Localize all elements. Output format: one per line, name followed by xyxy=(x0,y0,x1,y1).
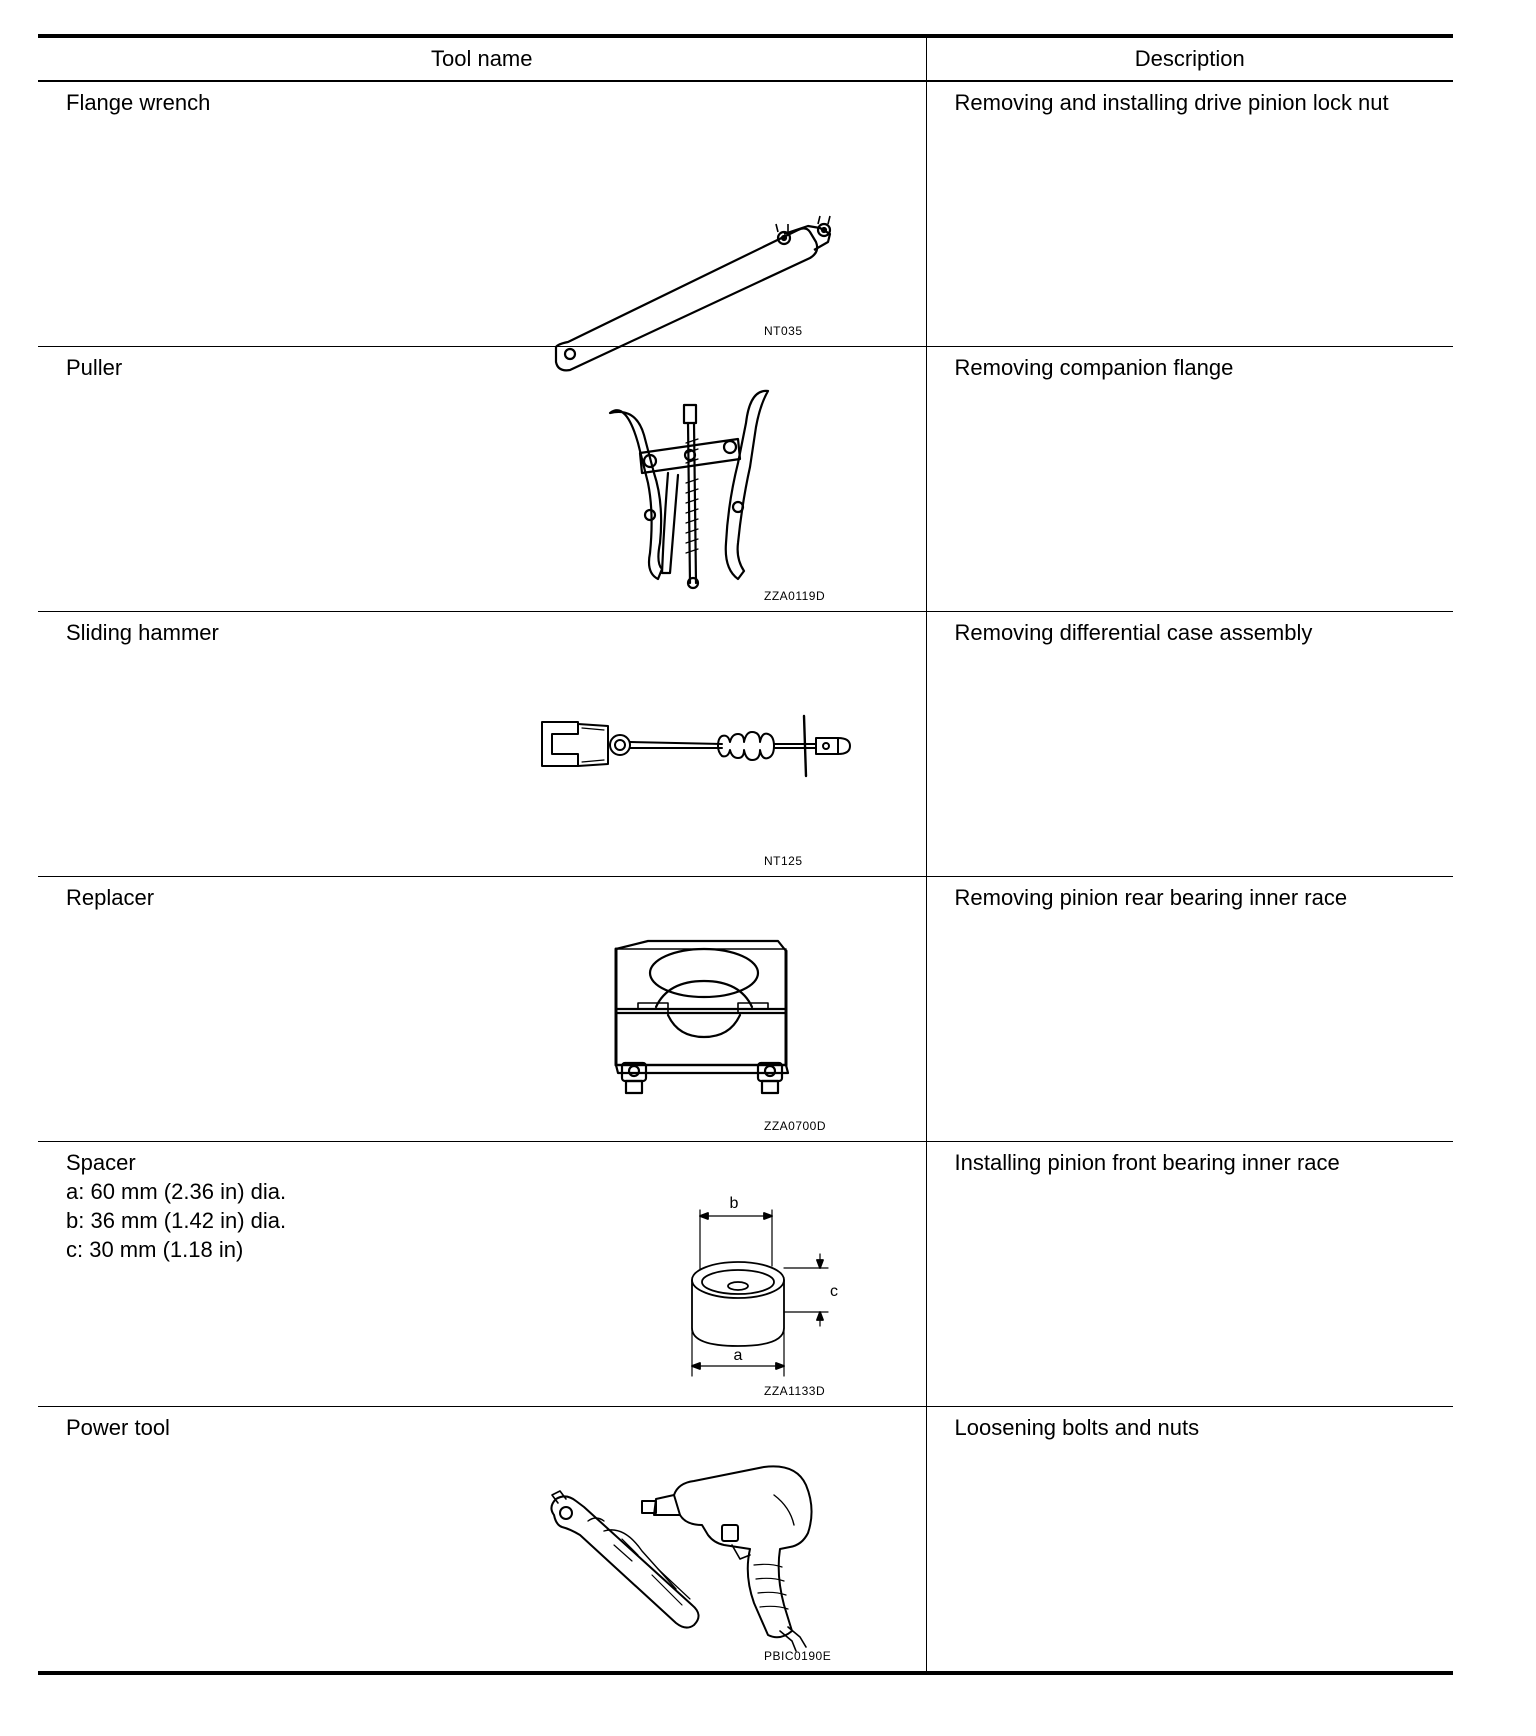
table-header-row xyxy=(38,36,1453,81)
tool-name: Spacer xyxy=(66,1150,136,1175)
spec-line-b: b: 36 mm (1.42 in) dia. xyxy=(66,1208,287,1233)
figure-code: NT125 xyxy=(764,854,803,868)
dimension-label-b: b xyxy=(729,1195,739,1212)
tool-description: Removing and installing drive pinion lock nut xyxy=(954,90,1389,115)
tool-name-cell xyxy=(38,612,926,877)
figure-code: ZZA0700D xyxy=(764,1119,827,1133)
figure-code: ZZA1133D xyxy=(764,1384,826,1398)
table-row xyxy=(38,81,1453,347)
table-row xyxy=(38,1407,1453,1674)
replacer-illustration xyxy=(608,937,808,1127)
spec-line-c: c: 30 mm (1.18 in) xyxy=(66,1237,244,1262)
description-cell xyxy=(926,1142,1453,1407)
table-row xyxy=(38,877,1453,1142)
tool-name-cell xyxy=(38,1407,926,1674)
tool-name: Puller xyxy=(66,355,123,380)
tool-name: Power tool xyxy=(66,1415,170,1440)
description-cell xyxy=(926,1407,1453,1674)
table-row xyxy=(38,347,1453,612)
tool-name-block xyxy=(66,1148,286,1264)
tool-name: Flange wrench xyxy=(66,90,211,115)
tool-description: Installing pinion front bearing inner race xyxy=(954,1150,1340,1175)
spec-line-a: a: 60 mm (2.36 in) dia. xyxy=(66,1179,287,1204)
table-row xyxy=(38,1142,1453,1407)
tool-name: Sliding hammer xyxy=(66,620,219,645)
header-tool-name: Tool name xyxy=(38,36,926,81)
dimension-label-a: a xyxy=(733,1347,743,1364)
puller-illustration xyxy=(598,383,818,593)
tool-name: Replacer xyxy=(66,885,155,910)
tool-name-cell xyxy=(38,877,926,1142)
description-cell xyxy=(926,347,1453,612)
tool-description: Removing differential case assembly xyxy=(954,620,1313,645)
tool-name-cell xyxy=(38,81,926,347)
special-tools-table xyxy=(38,34,1453,1675)
tool-description: Removing companion flange xyxy=(954,355,1234,380)
tool-description: Removing pinion rear bearing inner race xyxy=(954,885,1348,910)
description-cell xyxy=(926,877,1453,1142)
description-cell xyxy=(926,612,1453,877)
spacer-illustration xyxy=(648,1168,848,1388)
power-tool-illustration xyxy=(544,1455,904,1655)
table-row xyxy=(38,612,1453,877)
tool-name-cell xyxy=(38,347,926,612)
figure-code: ZZA0119D xyxy=(764,589,826,603)
description-cell xyxy=(926,81,1453,347)
dimension-label-c: c xyxy=(830,1283,838,1300)
figure-code: PBIC0190E xyxy=(764,1649,832,1663)
header-description: Description xyxy=(926,36,1453,81)
figure-code: NT035 xyxy=(764,324,803,338)
tool-description: Loosening bolts and nuts xyxy=(954,1415,1200,1440)
tool-name-cell xyxy=(38,1142,926,1407)
sliding-hammer-illustration xyxy=(538,712,918,792)
